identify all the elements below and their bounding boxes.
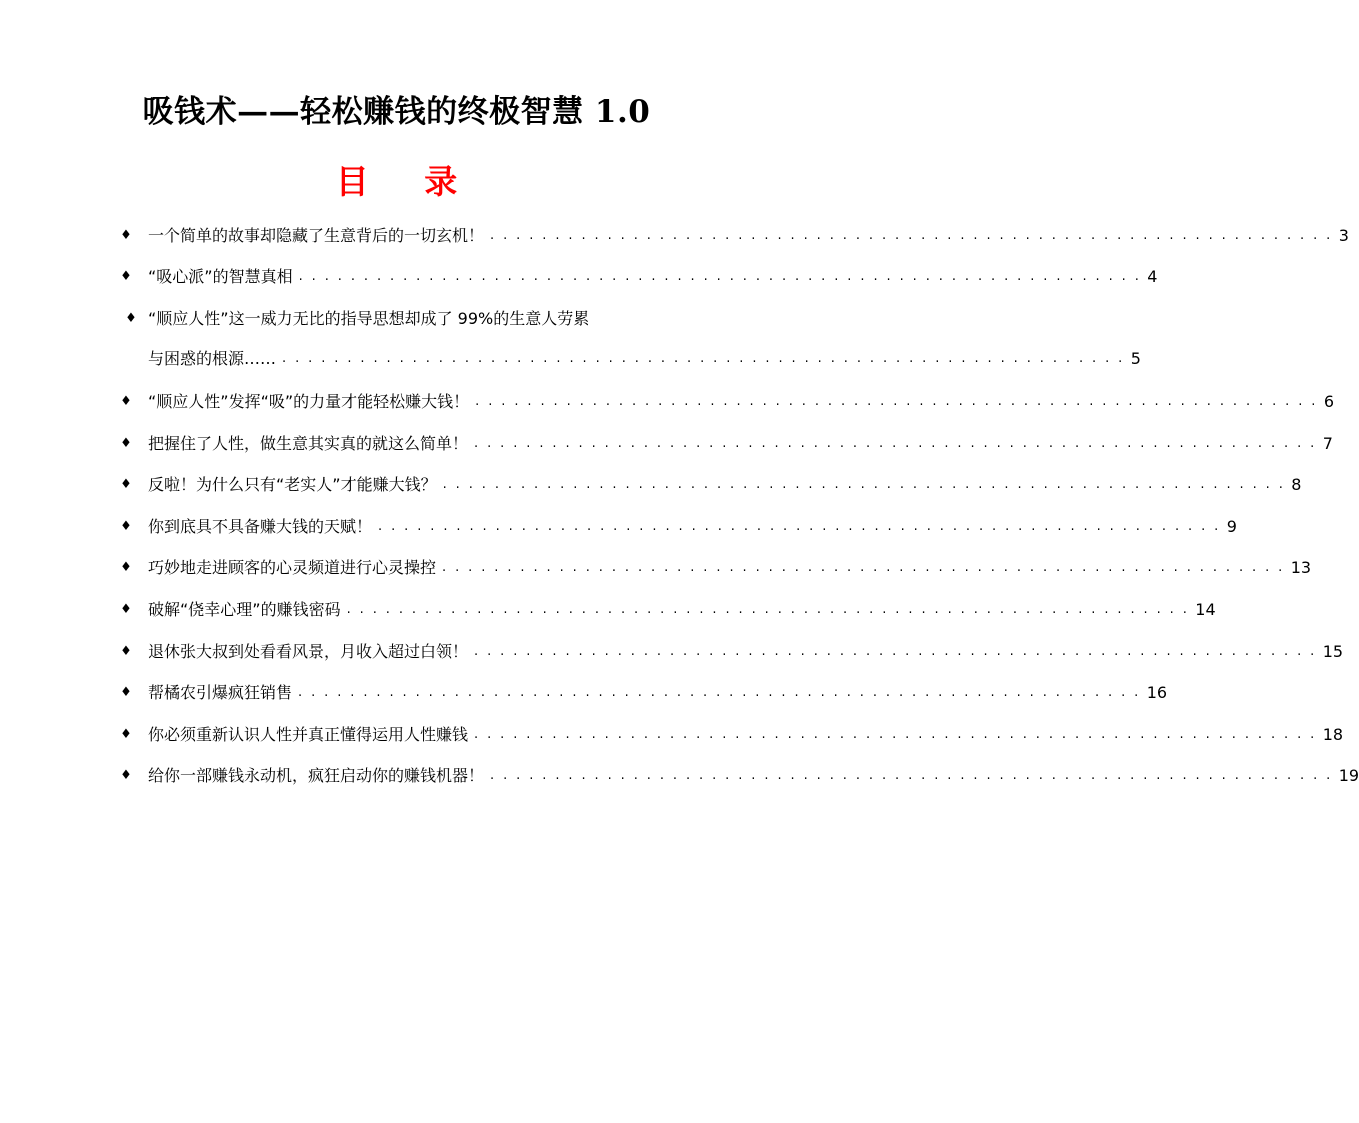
diamond-bullet-icon: ♦ [120,519,132,534]
diamond-bullet-icon: ♦ [120,727,132,742]
leader-dots: . . . . . . . . . . . . . . . . . . . . . . . . . . . . . . . . . . . . . . . . . . . . . . . . . . . . . . . . . . . . . . . . . [346,602,1190,617]
leader-dots: . . . . . . . . . . . . . . . . . . . . . . . . . . . . . . . . . . . . . . . . . . . . . . . . . . . . . . . . . . . . . . . . . [474,436,1317,451]
toc-entry-title: 你必须重新认识人性并真正懂得运用人性赚钱 [148,725,469,744]
diamond-bullet-icon: ♦ [120,560,132,575]
toc-entry-title: 破解“侥幸心理”的赚钱密码 [148,600,341,619]
leader-dots: . . . . . . . . . . . . . . . . . . . . . . . . . . . . . . . . . . . . . . . . . . . . . . . . . . . . . . . . . . . . . . . . . [298,269,1142,284]
toc-entry-title: “顺应人性”发挥“吸”的力量才能轻松赚大钱！ [148,392,470,411]
diamond-bullet-icon: ♦ [125,311,137,326]
diamond-bullet-icon: ♦ [120,685,132,700]
toc-entry-title: 把握住了人性，做生意其实真的就这么简单！ [148,434,469,453]
leader-dots: . . . . . . . . . . . . . . . . . . . . . . . . . . . . . . . . . . . . . . . . . . . . . . . . . . . . . . . . . . . . . . . . . [442,560,1285,575]
diamond-bullet-icon: ♦ [120,602,132,617]
toc-entry-page: 5 [1130,349,1141,368]
toc-entry-title: 给你一部赚钱永动机，疯狂启动你的赚钱机器！ [148,766,485,785]
toc-entry-page: 16 [1146,683,1168,702]
leader-dots: . . . . . . . . . . . . . . . . . . . . . . . . . . . . . . . . . . . . . . . . . . . . . . . . . . . . . . . . . . . . . . . . . [490,768,1333,783]
toc-entry-title: 帮橘农引爆疯狂销售 [148,683,293,702]
diamond-bullet-icon: ♦ [120,394,132,409]
leader-dots: . . . . . . . . . . . . . . . . . . . . . . . . . . . . . . . . . . . . . . . . . . . . . . . . . . . . . . . . . . . . . . . . . [282,351,1125,366]
toc-entry-title-line2: 与困惑的根源…… [148,349,277,368]
toc-entry-page: 9 [1226,517,1237,536]
toc-entry-page: 8 [1291,475,1302,494]
diamond-bullet-icon: ♦ [120,644,132,659]
toc-entry-page: 6 [1323,392,1335,411]
diamond-bullet-icon: ♦ [120,477,132,492]
leader-dots: . . . . . . . . . . . . . . . . . . . . . . . . . . . . . . . . . . . . . . . . . . . . . . . . . . . . . . . . . . . . . . . . . [378,519,1221,534]
toc-entry-title: 一个简单的故事却隐藏了生意背后的一切玄机！ [148,226,485,245]
toc-entry-page: 7 [1322,434,1333,453]
toc-entry-title: 你到底具不具备赚大钱的天赋！ [148,517,373,536]
page-title: 吸钱术——轻松赚钱的终极智慧 1.0 [142,94,651,130]
leader-dots: . . . . . . . . . . . . . . . . . . . . . . . . . . . . . . . . . . . . . . . . . . . . . . . . . . . . . . . . . . . . . . . . . [474,727,1317,742]
toc-entry-page: 15 [1322,642,1344,661]
diamond-bullet-icon: ♦ [120,228,132,243]
toc-entry-page: 18 [1322,725,1344,744]
toc-entry-page: 4 [1147,267,1158,286]
diamond-bullet-icon: ♦ [120,436,132,451]
diamond-bullet-icon: ♦ [120,768,132,783]
toc-heading: 目 录 [335,162,480,201]
diamond-bullet-icon: ♦ [120,269,132,284]
toc-entry-page: 3 [1338,226,1349,245]
toc-entry-page: 19 [1338,766,1359,785]
toc-entry-title: 巧妙地走进顾客的心灵频道进行心灵操控 [148,558,437,577]
leader-dots: . . . . . . . . . . . . . . . . . . . . . . . . . . . . . . . . . . . . . . . . . . . . . . . . . . . . . . . . . . . . . . . . . [442,477,1286,492]
toc-entry-title-line1: “顺应人性”这一威力无比的指导思想却成了 99%的生意人劳累 [148,309,590,328]
leader-dots: . . . . . . . . . . . . . . . . . . . . . . . . . . . . . . . . . . . . . . . . . . . . . . . . . . . . . . . . . . . . . . . . . [298,685,1141,700]
toc-entry-title: 退休张大叔到处看看风景，月收入超过白领！ [148,642,469,661]
toc-entry-page: 13 [1290,558,1312,577]
toc-entry-page: 14 [1195,600,1216,619]
leader-dots: . . . . . . . . . . . . . . . . . . . . . . . . . . . . . . . . . . . . . . . . . . . . . . . . . . . . . . . . . . . . . . . . . [490,228,1333,243]
toc-entry-title: “吸心派”的智慧真相 [148,267,293,286]
toc-entry-title: 反啦！为什么只有“老实人”才能赚大钱？ [148,475,437,494]
leader-dots: . . . . . . . . . . . . . . . . . . . . . . . . . . . . . . . . . . . . . . . . . . . . . . . . . . . . . . . . . . . . . . . . . [474,644,1317,659]
leader-dots: . . . . . . . . . . . . . . . . . . . . . . . . . . . . . . . . . . . . . . . . . . . . . . . . . . . . . . . . . . . . . . . . . [475,394,1318,409]
